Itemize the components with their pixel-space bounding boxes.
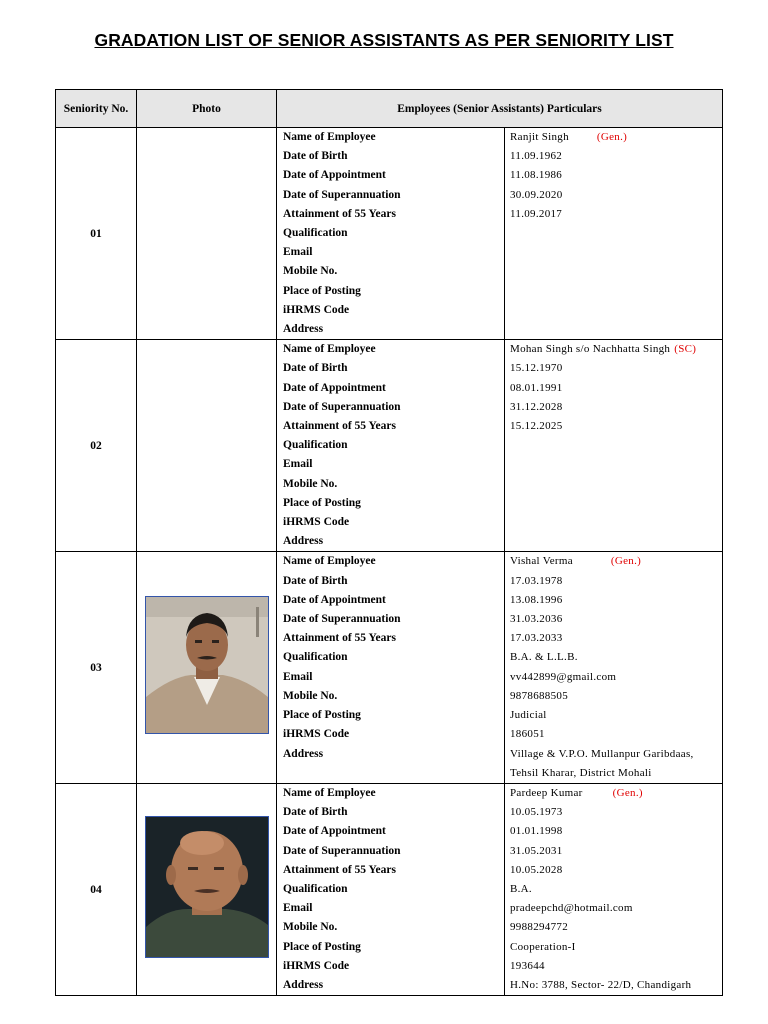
field-label: Qualification [277, 436, 505, 455]
field-row [277, 861, 722, 880]
field-label: Date of Superannuation [277, 842, 505, 861]
field-row [277, 880, 722, 899]
field-value [505, 128, 723, 147]
employee-photo [145, 816, 269, 958]
field-row [277, 494, 722, 513]
particulars-fields [277, 340, 722, 551]
field-value: 10.05.2028 [510, 863, 563, 876]
field-value [505, 455, 723, 474]
field-label: iHRMS Code [277, 513, 505, 532]
field-label: Date of Superannuation [277, 398, 505, 417]
field-label [277, 764, 505, 783]
employee-photo [145, 596, 269, 734]
field-label: Date of Appointment [277, 166, 505, 185]
header-seniority: Seniority No. [56, 90, 137, 128]
field-label: Qualification [277, 648, 505, 667]
header-particulars: Employees (Senior Assistants) Particulars [277, 90, 723, 128]
particulars-fields [277, 552, 722, 782]
field-row [277, 147, 722, 166]
field-row [277, 398, 722, 417]
field-value: B.A. & L.L.B. [510, 651, 578, 664]
category-badge: (Gen.) [612, 786, 643, 799]
category-badge: (Gen.) [596, 131, 628, 143]
field-row [277, 745, 722, 764]
field-label: Address [277, 532, 505, 551]
field-row [277, 706, 722, 725]
field-row [277, 359, 722, 378]
field-label: iHRMS Code [277, 301, 505, 320]
field-value: B.A. [510, 882, 532, 895]
particulars-cell [277, 783, 723, 995]
field-label: Date of Appointment [277, 379, 505, 398]
category-badge: (Gen.) [610, 555, 642, 568]
field-label: Place of Posting [277, 494, 505, 513]
field-value [505, 243, 723, 262]
field-row [277, 455, 722, 474]
employee-name: Ranjit Singh [510, 131, 569, 143]
field-row [277, 475, 722, 494]
seniority-number: 01 [56, 128, 137, 340]
field-label: Address [277, 745, 505, 764]
field-row [277, 938, 722, 957]
field-row [277, 899, 722, 918]
field-label: Place of Posting [277, 282, 505, 301]
table-row [56, 128, 723, 340]
field-value: 31.05.2031 [510, 844, 563, 857]
photo-cell [137, 783, 277, 995]
field-value: Cooperation-I [510, 940, 576, 953]
field-row [277, 532, 722, 551]
field-label: Attainment of 55 Years [277, 205, 505, 224]
field-value: 13.08.1996 [510, 593, 563, 606]
photo-cell [137, 128, 277, 340]
field-label: Name of Employee [277, 128, 505, 147]
seniority-number: 03 [56, 552, 137, 783]
particulars-fields [277, 128, 722, 339]
page-title: GRADATION LIST OF SENIOR ASSISTANTS AS PER SENIORITY LIST [94, 30, 674, 50]
field-label: Date of Birth [277, 803, 505, 822]
field-label: Name of Employee [277, 784, 505, 803]
field-label: Attainment of 55 Years [277, 629, 505, 648]
table-body [56, 128, 723, 996]
field-label: Date of Birth [277, 359, 505, 378]
field-value: 11.09.2017 [510, 207, 563, 220]
field-label: Date of Birth [277, 147, 505, 166]
field-row [277, 224, 722, 243]
field-value [505, 282, 723, 301]
field-row [277, 205, 722, 224]
field-value: pradeepchd@hotmail.com [510, 902, 633, 915]
field-row [277, 301, 722, 320]
field-label: Place of Posting [277, 938, 505, 957]
field-value: 186051 [510, 728, 545, 741]
employee-name: Mohan Singh s/o Nachhatta Singh [510, 343, 671, 356]
particulars-fields [277, 784, 722, 995]
field-row [277, 803, 722, 822]
field-value: Tehsil Kharar, District Mohali [510, 766, 652, 779]
field-row [277, 186, 722, 205]
field-row [277, 572, 722, 591]
field-value [505, 301, 723, 320]
seniority-number: 02 [56, 340, 137, 552]
field-value: 11.08.1986 [510, 169, 563, 182]
field-value [505, 262, 723, 281]
field-value: Village & V.P.O. Mullanpur Garibdaas, [510, 747, 694, 760]
field-value [505, 784, 723, 803]
field-label: Name of Employee [277, 340, 505, 359]
field-label: Qualification [277, 224, 505, 243]
particulars-cell [277, 340, 723, 552]
field-label: Name of Employee [277, 552, 505, 571]
field-label: Email [277, 899, 505, 918]
field-value: 17.03.1978 [510, 574, 563, 587]
field-value [505, 475, 723, 494]
field-label: Email [277, 668, 505, 687]
field-label: Attainment of 55 Years [277, 417, 505, 436]
field-row [277, 764, 722, 783]
field-value [505, 340, 723, 359]
field-label: Qualification [277, 880, 505, 899]
field-value: 08.01.1991 [510, 381, 563, 394]
particulars-cell [277, 128, 723, 340]
field-row [277, 629, 722, 648]
field-label: Place of Posting [277, 706, 505, 725]
field-row [277, 784, 722, 803]
field-row [277, 436, 722, 455]
field-value: 10.05.1973 [510, 806, 563, 819]
field-value [505, 494, 723, 513]
field-row [277, 320, 722, 339]
header-photo: Photo [137, 90, 277, 128]
field-row [277, 379, 722, 398]
field-value: 31.03.2036 [510, 613, 563, 626]
field-label: Mobile No. [277, 475, 505, 494]
particulars-cell [277, 552, 723, 783]
employee-name: Vishal Verma [510, 555, 573, 568]
field-value: 9988294772 [510, 921, 568, 934]
photo-cell [137, 340, 277, 552]
field-value [505, 224, 723, 243]
table-header-row [56, 90, 723, 128]
field-row [277, 128, 722, 147]
field-value [505, 532, 723, 551]
field-row [277, 842, 722, 861]
field-value: 01.01.1998 [510, 825, 563, 838]
table-row [56, 340, 723, 552]
field-row [277, 262, 722, 281]
field-row [277, 822, 722, 841]
field-label: Date of Superannuation [277, 186, 505, 205]
field-label: iHRMS Code [277, 957, 505, 976]
field-row [277, 918, 722, 937]
field-label: Mobile No. [277, 687, 505, 706]
field-value [505, 436, 723, 455]
field-row [277, 976, 722, 995]
field-label: Date of Appointment [277, 822, 505, 841]
field-label: iHRMS Code [277, 725, 505, 744]
field-value: 11.09.1962 [510, 150, 563, 163]
field-value: Judicial [510, 709, 547, 722]
field-row [277, 610, 722, 629]
field-row [277, 340, 722, 359]
field-row [277, 243, 722, 262]
field-label: Email [277, 455, 505, 474]
field-value: vv442899@gmail.com [510, 670, 617, 683]
field-value [505, 513, 723, 532]
field-label: Address [277, 320, 505, 339]
field-label: Attainment of 55 Years [277, 861, 505, 880]
field-value [505, 552, 723, 571]
field-label: Date of Appointment [277, 591, 505, 610]
field-value: 30.09.2020 [510, 188, 563, 201]
field-row [277, 591, 722, 610]
field-row [277, 552, 722, 571]
table-row [56, 552, 723, 783]
seniority-number: 04 [56, 783, 137, 995]
field-value: 9878688505 [510, 689, 568, 702]
field-label: Date of Birth [277, 572, 505, 591]
field-value: 193644 [510, 959, 545, 972]
field-row [277, 166, 722, 185]
field-row [277, 513, 722, 532]
field-row [277, 725, 722, 744]
field-row [277, 687, 722, 706]
field-label: Email [277, 243, 505, 262]
seniority-table [55, 89, 723, 996]
field-label: Address [277, 976, 505, 995]
field-row [277, 417, 722, 436]
field-label: Mobile No. [277, 262, 505, 281]
field-value: 15.12.2025 [510, 420, 563, 433]
field-label: Mobile No. [277, 918, 505, 937]
category-badge: (SC) [674, 343, 697, 356]
field-value: 15.12.1970 [510, 362, 563, 375]
employee-name: Pardeep Kumar [510, 786, 583, 799]
field-row [277, 282, 722, 301]
field-label: Date of Superannuation [277, 610, 505, 629]
table-row [56, 783, 723, 995]
field-row [277, 648, 722, 667]
field-row [277, 668, 722, 687]
photo-cell [137, 552, 277, 783]
field-value [505, 320, 723, 339]
field-value: 31.12.2028 [510, 400, 563, 413]
field-row [277, 957, 722, 976]
field-value: 17.03.2033 [510, 632, 563, 645]
field-value: H.No: 3788, Sector- 22/D, Chandigarh [510, 978, 692, 991]
